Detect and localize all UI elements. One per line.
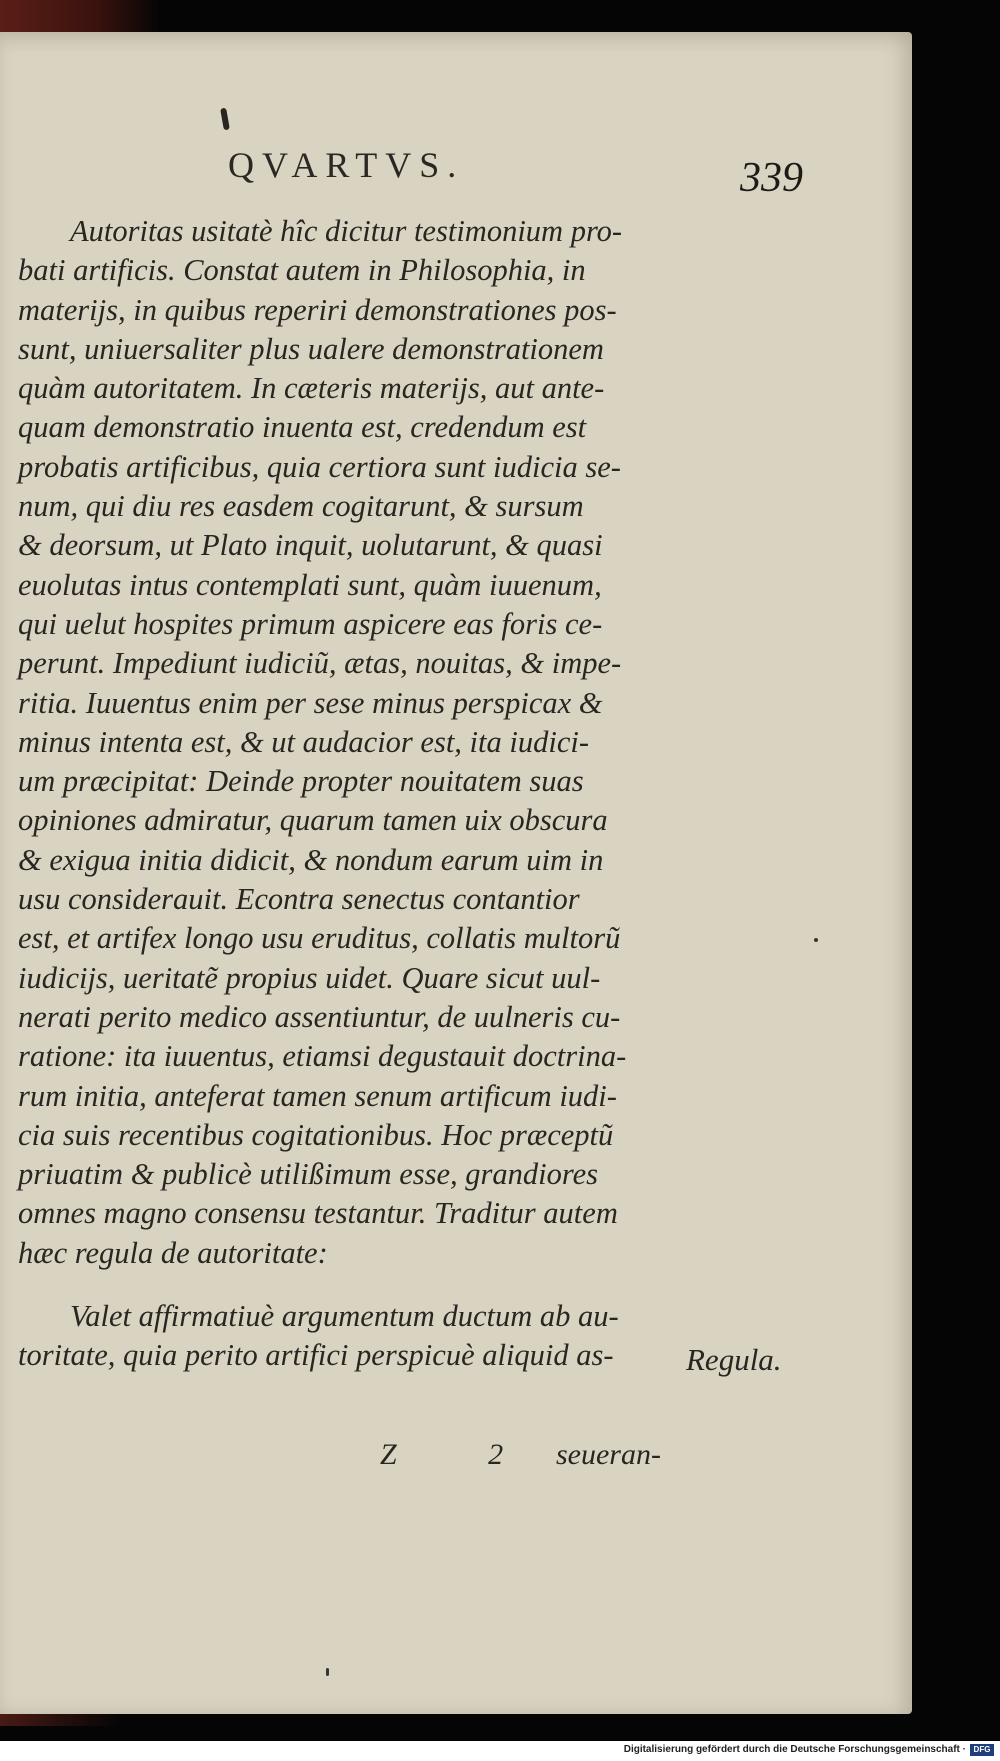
text-line: sunt, uniuersaliter plus ualere demonstrationem xyxy=(18,331,604,366)
text-line: nerati perito medico assentiuntur, de uulneris cu- xyxy=(18,999,621,1034)
text-line: perunt. Impediunt iudiciũ, ætas, nouitas, & impe- xyxy=(18,646,622,681)
text-line: minus intenta est, & ut audacior est, ita iudici- xyxy=(18,724,589,759)
text-line: ratione: ita iuuentus, etiamsi degustauit doctrina- xyxy=(18,1039,627,1074)
text-line: hæc regula de autoritate: xyxy=(18,1235,328,1270)
ink-mark xyxy=(220,108,230,131)
running-head: QVARTVS. xyxy=(228,145,465,185)
digitization-credit: Digitalisierung gefördert durch die Deutsche Forschungsgemeinschaft · xyxy=(623,1744,966,1755)
body-text xyxy=(18,212,698,1376)
text-line: & deorsum, ut Plato inquit, uolutarunt, & quasi xyxy=(18,528,603,563)
text-line: est, et artifex longo usu eruditus, collatis multorũ xyxy=(18,921,621,956)
text-line: cia suis recentibus cogitationibus. Hoc præceptũ xyxy=(18,1117,614,1152)
binding-edge-bottom xyxy=(0,1714,120,1726)
text-line: Autoritas usitatè hîc dicitur testimonium pro- xyxy=(70,214,623,248)
text-line: ritia. Iuuentus enim per sese minus perspicax & xyxy=(18,685,603,720)
text-line: quam demonstratio inuenta est, credendum est xyxy=(18,410,587,445)
page-paper xyxy=(0,32,912,1714)
text-line: iudicijs, ueritatẽ propius uidet. Quare sicut uul- xyxy=(18,960,601,995)
paper-speck xyxy=(326,1668,329,1676)
paragraph-gap xyxy=(18,1273,698,1297)
text-line: bati artificis. Constat autem in Philosophia, in xyxy=(18,253,586,288)
text-line: opiniones admiratur, quarum tamen uix obscura xyxy=(18,803,608,838)
text-line: priuatim & publicè utilißimum esse, grandiores xyxy=(18,1157,599,1192)
text-line: rum initia, anteferat tamen senum artificum iudi- xyxy=(18,1078,617,1113)
text-line: quàm autoritatem. In cæteris materijs, aut ante- xyxy=(18,371,605,406)
text-line: num, qui diu res easdem cogitarunt, & sursum xyxy=(18,489,584,524)
folio-number: 339 xyxy=(740,155,803,201)
signature-mark: Z 2 xyxy=(380,1438,546,1471)
catchline xyxy=(380,1438,710,1478)
binding-edge-top xyxy=(0,0,160,32)
text-line: probatis artificibus, quia certiora sunt iudicia se- xyxy=(18,449,621,484)
paper-speck xyxy=(814,938,818,942)
rule-line: Valet affirmatiuè argumentum ductum ab au- xyxy=(70,1299,619,1334)
text-line: materijs, in quibus reperiri demonstrationes pos- xyxy=(18,292,617,327)
catchword: seueran- xyxy=(556,1438,661,1471)
dfg-logo: DFG xyxy=(970,1744,994,1756)
text-line: qui uelut hospites primum aspicere eas foris ce- xyxy=(18,606,603,641)
text-line: omnes magno consensu testantur. Traditur autem xyxy=(18,1196,618,1231)
text-line: & exigua initia didicit, & nondum earum uim in xyxy=(18,842,604,877)
text-line: um præcipitat: Deinde propter nouitatem suas xyxy=(18,764,584,799)
rule-line: toritate, quia perito artifici perspicuè aliquid as- xyxy=(18,1338,614,1373)
text-line: euolutas intus contemplati sunt, quàm iuuenum, xyxy=(18,567,602,602)
margin-note: Regula. xyxy=(686,1342,782,1377)
text-line: usu considerauit. Econtra senectus contantior xyxy=(18,882,580,917)
